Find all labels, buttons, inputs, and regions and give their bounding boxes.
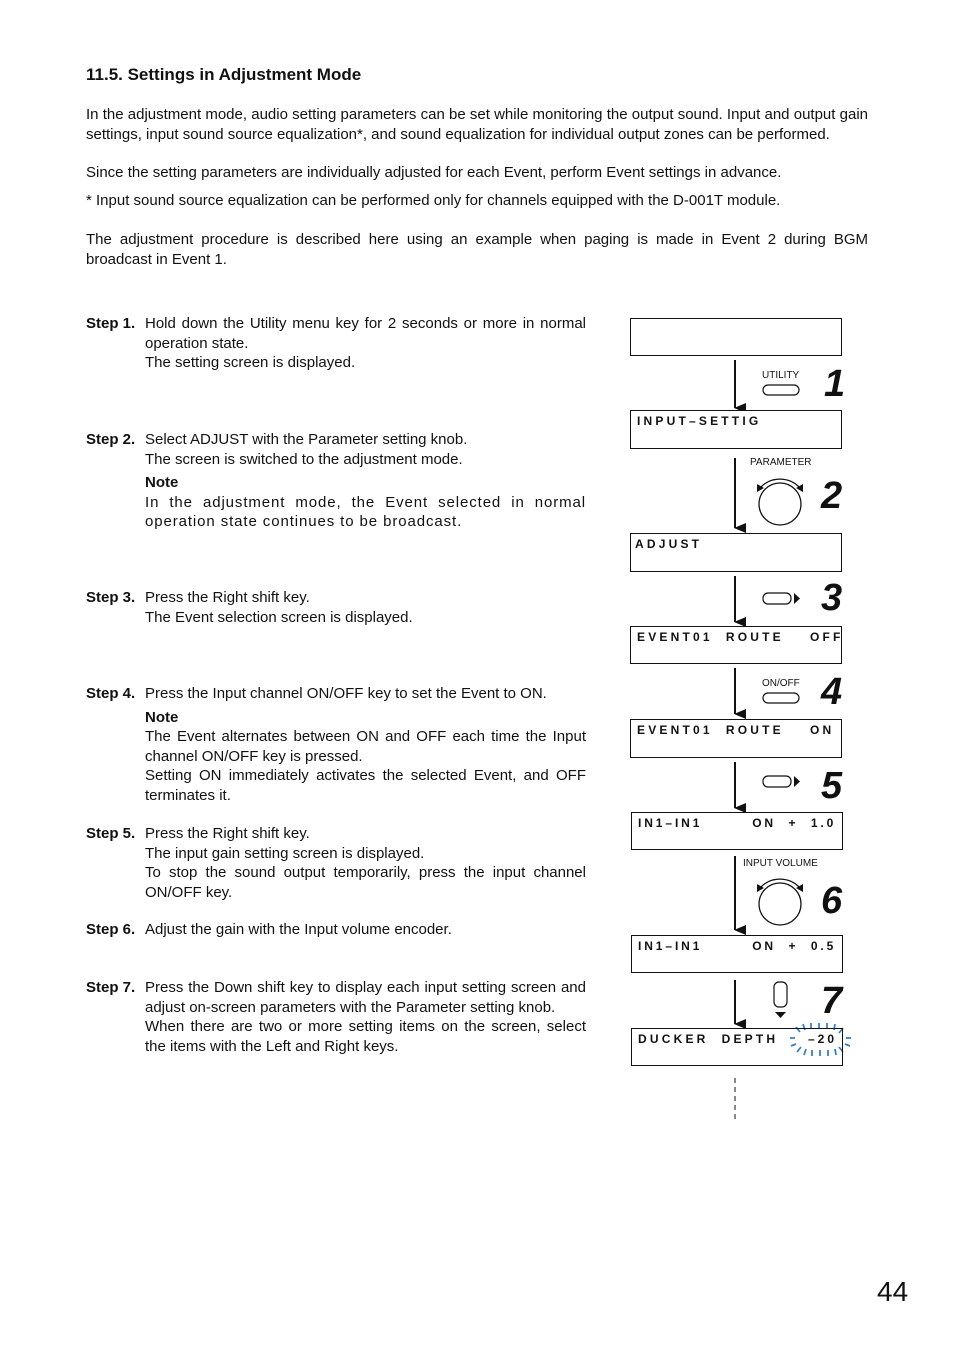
- diagram-step-number: 3: [821, 577, 843, 619]
- step-label: Step 3.: [86, 589, 136, 606]
- right-shift-key-icon: [763, 593, 791, 604]
- step-text: When there are two or more setting items on the screen, select the items with the Left and Right keys.: [145, 1018, 586, 1055]
- step-text: To stop the sound output temporarily, press the input channel ON/OFF key.: [145, 864, 586, 901]
- input-volume-label: INPUT VOLUME: [743, 858, 818, 869]
- note-text: Setting ON immediately activates the selected Event, and OFF terminates it.: [145, 767, 586, 804]
- intro-paragraph-3: The adjustment procedure is described here using an example when paging is made in Event 2 during BGM broadcast in Event 1.: [86, 231, 868, 268]
- step-text: The setting screen is displayed.: [145, 354, 356, 371]
- step-label: Step 1.: [86, 315, 136, 332]
- right-shift-key-icon: [763, 776, 791, 787]
- diagram-step-number: 5: [821, 765, 843, 807]
- parameter-knob-icon: [759, 483, 801, 525]
- lcd-text: ADJUST: [635, 537, 703, 551]
- parameter-knob-label: PARAMETER: [750, 457, 812, 468]
- step-label: Step 2.: [86, 431, 136, 448]
- step-text: The screen is switched to the adjustment mode.: [145, 450, 463, 468]
- lcd-text: EVENT01 ROUTE OFF: [637, 630, 844, 644]
- step-label: Step 5.: [86, 825, 136, 842]
- lcd-text: EVENT01 ROUTE ON: [637, 723, 835, 737]
- step-text: Adjust the gain with the Input volume encoder.: [145, 921, 452, 938]
- note-text: In the adjustment mode, the Event selected in normal operation state continues to be broadcast.: [145, 493, 586, 530]
- input-volume-knob-icon: [759, 883, 801, 925]
- diagram-step-number: 2: [821, 475, 843, 517]
- lcd-text: IN1–IN1 ON + 1.0: [638, 816, 837, 830]
- note-title: Note: [145, 474, 179, 491]
- step-label: Step 6.: [86, 921, 136, 938]
- intro-footnote: * Input sound source equalization can be performed only for channels equipped with the D-001T module.: [86, 192, 781, 209]
- step-text: Press the Right shift key.: [145, 825, 310, 842]
- step-label: Step 7.: [86, 979, 136, 996]
- lcd-screen-input-setting: [630, 410, 842, 449]
- diagram-step-number: 1: [824, 363, 846, 405]
- step-label: Step 4.: [86, 685, 136, 702]
- lcd-screen-input-gain: [631, 812, 843, 850]
- onoff-key-icon: [763, 693, 799, 703]
- lcd-screen-input-gain-adjusted: [631, 935, 843, 973]
- step-text: The input gain setting screen is displayed.: [145, 844, 425, 862]
- step-text: Select ADJUST with the Parameter setting knob.: [145, 431, 468, 448]
- lcd-screen-event-off: [630, 626, 842, 664]
- step-text: The Event selection screen is displayed.: [145, 608, 413, 626]
- lcd-screen-normal: [630, 318, 842, 356]
- diagram-step-number: 4: [821, 671, 843, 713]
- utility-key-icon: [763, 385, 799, 395]
- onoff-key-label: ON/OFF: [762, 678, 800, 689]
- utility-key-label: UTILITY: [762, 370, 800, 381]
- intro-paragraph-1: In the adjustment mode, audio setting parameters can be set while monitoring the output sound. Input and output gain settings, input sound source equalization*, and sound equalization for individual output zones can be performed.: [86, 106, 868, 143]
- section-heading: 11.5. Settings in Adjustment Mode: [86, 65, 362, 84]
- note-text: The Event alternates between ON and OFF each time the Input channel ON/OFF key is pressed.: [145, 728, 586, 765]
- step-text: Hold down the Utility menu key for 2 seconds or more in normal operation state.: [145, 315, 586, 352]
- diagram-step-number: 7: [821, 980, 843, 1022]
- lcd-text: DUCKER DEPTH: [638, 1032, 779, 1046]
- page-number: 44: [877, 1276, 909, 1307]
- lcd-text: IN1–IN1 ON + 0.5: [638, 939, 837, 953]
- lcd-screen-adjust: [630, 533, 842, 572]
- down-shift-key-icon: [774, 982, 787, 1007]
- blinking-value: –20: [808, 1032, 838, 1046]
- intro-paragraph-2: Since the setting parameters are individually adjusted for each Event, perform Event settings in advance.: [86, 164, 782, 181]
- lcd-text: INPUT–SETTIG: [637, 414, 762, 428]
- step-text: Press the Input channel ON/OFF key to set the Event to ON.: [145, 685, 547, 702]
- lcd-screen-ducker-depth: [631, 1028, 843, 1066]
- diagram-step-number: 6: [821, 880, 843, 922]
- step-text: Press the Right shift key.: [145, 589, 310, 606]
- note-title: Note: [145, 708, 179, 726]
- lcd-screen-event-on: [630, 719, 842, 758]
- step-text: Press the Down shift key to display each input setting screen and adjust on-screen parameters with the Parameter setting knob.: [145, 979, 586, 1016]
